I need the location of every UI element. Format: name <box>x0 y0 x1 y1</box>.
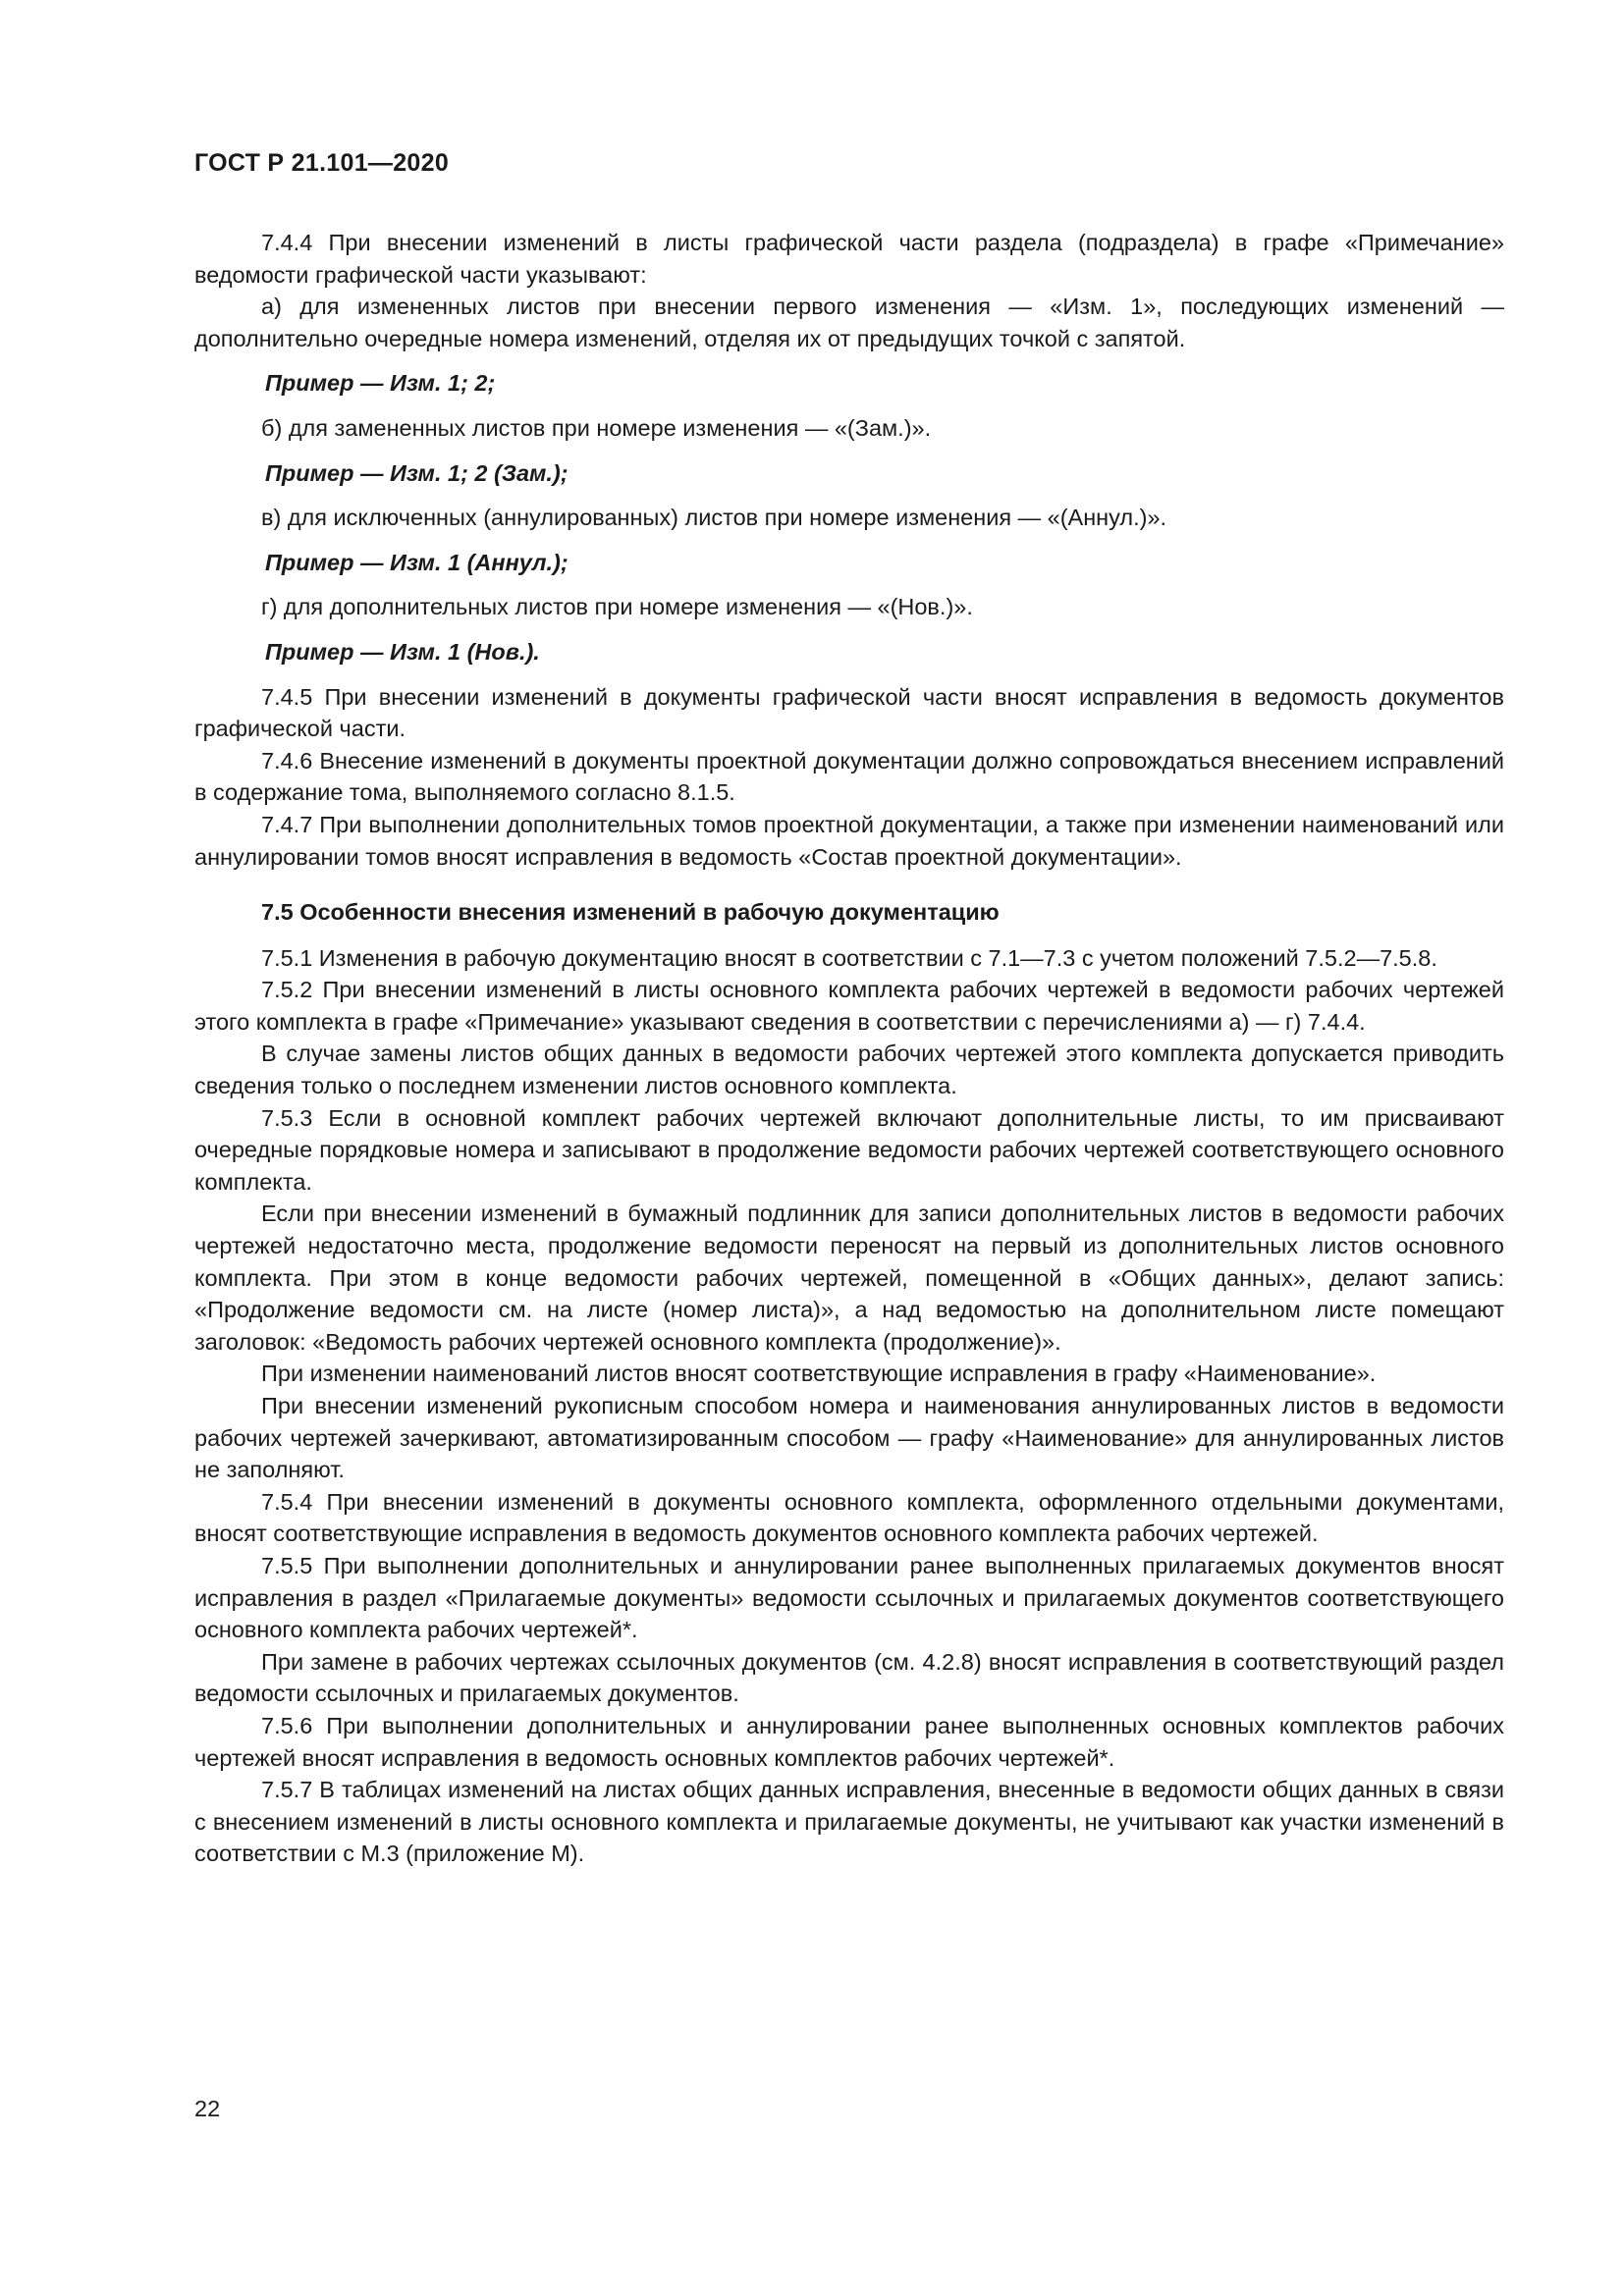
list-item-g: г) для дополнительных листов при номере изменения — «(Нов.)». <box>261 594 973 620</box>
paragraph-7-4-7: 7.4.7 При выполнении дополнительных томов проектной документации, а также при изменении наименований или аннулировании томов вносят исправления в ведомость «Состав проектной документации». <box>194 811 1504 870</box>
paragraph-7-5-5-cont: При замене в рабочих чертежах ссылочных документов (см. 4.2.8) вносят исправления в соответствующий раздел ведомости ссылочных и прилагаемых документов. <box>194 1648 1504 1707</box>
document-code-header: ГОСТ Р 21.101—2020 <box>194 149 450 177</box>
paragraph-7-4-6: 7.4.6 Внесение изменений в документы проектной документации должно сопровождаться внесением исправлений в содержание тома, выполняемого согласно 8.1.5. <box>194 747 1504 806</box>
paragraph-7-5-1: 7.5.1 Изменения в рабочую документацию вносят в соответствии с 7.1—7.3 с учетом положений 7.5.2—7.5.8. <box>261 944 1437 971</box>
list-item-b: б) для замененных листов при номере изменения — «(Зам.)». <box>261 414 932 441</box>
example-4: Пример — Изм. 1 (Нов.). <box>265 638 540 665</box>
paragraph-7-5-3: 7.5.3 Если в основной комплект рабочих чертежей включают дополнительные листы, то им присваивают очередные порядковые номера и записывают в продолжение ведомости рабочих чертежей соответствующего основного комплекта. <box>194 1104 1504 1195</box>
paragraph-7-4-4: 7.4.4 При внесении изменений в листы графической части раздела (подраздела) в графе «Примечание» ведомости графической части указывают: <box>194 230 1504 288</box>
section-heading-7-5: 7.5 Особенности внесения изменений в рабочую документацию <box>261 899 1000 926</box>
paragraph-7-5-3-cont-3: При внесении изменений рукописным способом номера и наименования аннулированных листов в ведомости рабочих чертежей зачеркивают, автоматизированным способом — графу «Наименование» для аннулированных листов не заполняют. <box>194 1393 1504 1483</box>
document-body <box>194 227 1504 1870</box>
paragraph-7-5-5: 7.5.5 При выполнении дополнительных и аннулировании ранее выполненных прилагаемых документов вносят исправления в раздел «Прилагаемые документы» ведомости ссылочных и прилагаемых документов соответствующего основного комплекта рабочих чертежей*. <box>194 1552 1504 1643</box>
list-item-v: в) для исключенных (аннулированных) листов при номере изменения — «(Аннул.)». <box>261 505 1167 531</box>
list-item-a: а) для измененных листов при внесении первого изменения — «Изм. 1», последующих изменений — дополнительно очередные номера изменений, отделяя их от предыдущих точкой с запятой. <box>194 294 1504 351</box>
paragraph-7-5-4: 7.5.4 При внесении изменений в документы основного комплекта, оформленного отдельными документами, вносят соответствующие исправления в ведомость документов основного комплекта рабочих чертежей. <box>194 1488 1504 1547</box>
paragraph-7-5-3-cont-1: Если при внесении изменений в бумажный подлинник для записи дополнительных листов в ведомости рабочих чертежей недостаточно места, продолжение ведомости переносят на первый из дополнительных листов основного комплекта. При этом в конце ведомости рабочих чертежей, помещенной в «Общих данных», делают запись: «Продолжение ведомости см. на листе (номер листа)», а над ведомостью на дополнительном листе помещают заголовок: «Ведомость рабочих чертежей основного комплекта (продолжение)». <box>194 1201 1504 1355</box>
paragraph-7-5-2: 7.5.2 При внесении изменений в листы основного комплекта рабочих чертежей в ведомости рабочих чертежей этого комплекта в графе «Примечание» указывают сведения в соответствии с перечислениями а) — г) 7.4.4. <box>194 977 1504 1035</box>
example-1: Пример — Изм. 1; 2; <box>265 370 496 397</box>
page-number: 22 <box>194 2096 221 2121</box>
paragraph-7-5-7: 7.5.7 В таблицах изменений на листах общих данных исправления, внесенные в ведомости общих данных в связи с внесением изменений в листы основного комплекта и прилагаемые документы, не учитывают как участки изменений в соответствии с М.3 (приложение М). <box>194 1777 1504 1867</box>
example-3: Пример — Изм. 1 (Аннул.); <box>265 549 568 575</box>
paragraph-7-4-5: 7.4.5 При внесении изменений в документы графической части вносят исправления в ведомость документов графической части. <box>194 683 1504 742</box>
paragraph-7-5-2-cont: В случае замены листов общих данных в ведомости рабочих чертежей этого комплекта допускается приводить сведения только о последнем изменении листов основного комплекта. <box>194 1041 1504 1099</box>
paragraph-7-5-6: 7.5.6 При выполнении дополнительных и аннулировании ранее выполненных основных комплектов рабочих чертежей вносят исправления в ведомость основных комплектов рабочих чертежей*. <box>194 1712 1504 1771</box>
paragraph-7-5-3-cont-2: При изменении наименований листов вносят соответствующие исправления в графу «Наименование». <box>261 1361 1377 1387</box>
example-2: Пример — Изм. 1; 2 (Зам.); <box>265 459 568 486</box>
